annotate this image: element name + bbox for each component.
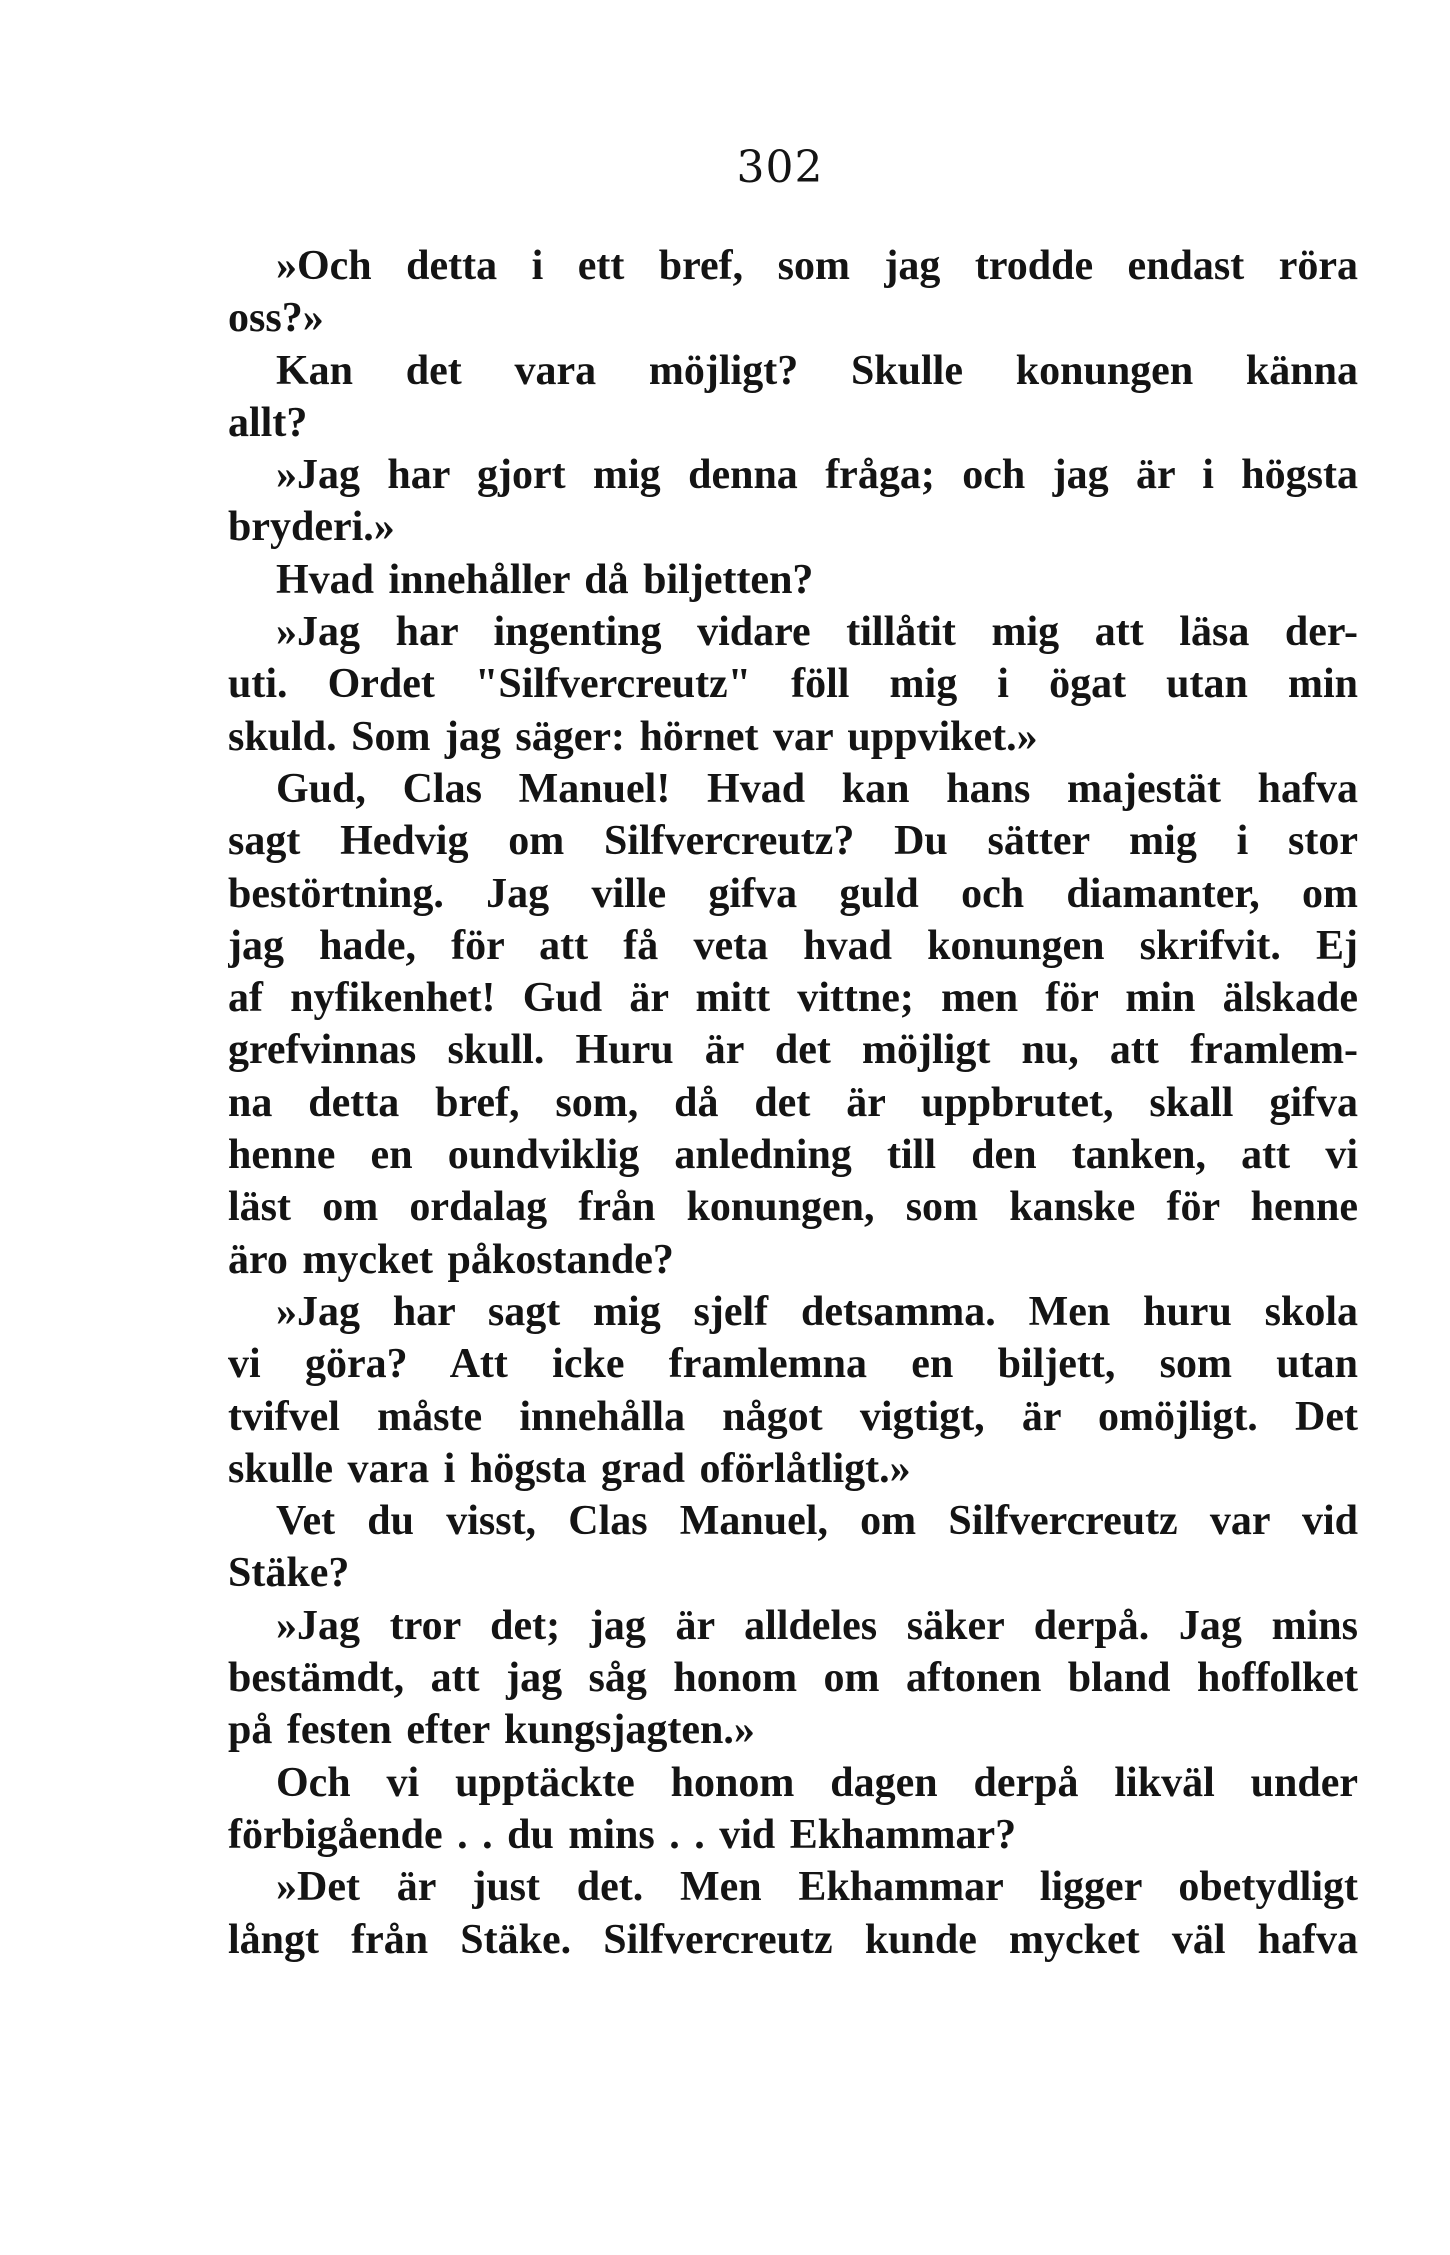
text-line: grefvinnas skull. Huru är det möjligt nu, att framlem-: [228, 1027, 1358, 1074]
text-line: Stäke?: [228, 1550, 350, 1597]
text-line: allt?: [228, 399, 308, 446]
text-line: läst om ordalag från konungen, som kanske för henne: [228, 1184, 1358, 1231]
text-line: na detta bref, som, då det är uppbrutet, skall gifva: [228, 1079, 1358, 1126]
text-line: »Och detta i ett bref, som jag trodde endast röra: [276, 243, 1358, 289]
text-line: Kan det vara möjligt? Skulle konungen känna: [276, 347, 1358, 394]
text-line: »Det är just det. Men Ekhammar ligger obetydligt: [276, 1864, 1358, 1911]
text-line: bestörtning. Jag ville gifva guld och diamanter, om: [228, 870, 1358, 917]
text-line: bryderi.»: [228, 504, 395, 551]
text-line: skuld. Som jag säger: hörnet var uppviket.»: [228, 713, 1038, 760]
text-line: äro mycket påkostande?: [228, 1236, 674, 1283]
text-line: oss?»: [228, 295, 324, 342]
text-line: af nyfikenhet! Gud är mitt vittne; men för min älskade: [228, 975, 1358, 1022]
text-line: Hvad innehåller då biljetten?: [276, 556, 814, 603]
text-line: »Jag tror det; jag är alldeles säker derpå. Jag mins: [276, 1602, 1358, 1649]
text-line: »Jag har sagt mig sjelf detsamma. Men huru skola: [276, 1288, 1358, 1335]
text-line: Och vi upptäckte honom dagen derpå likväl under: [276, 1759, 1358, 1806]
text-line: henne en oundviklig anledning till den tanken, att vi: [228, 1132, 1358, 1179]
text-line: långt från Stäke. Silfvercreutz kunde mycket väl hafva: [228, 1916, 1358, 1963]
body-text: [228, 240, 1358, 1966]
text-line: Gud, Clas Manuel! Hvad kan hans majestät hafva: [276, 765, 1358, 812]
text-line: uti. Ordet "Silfvercreutz" föll mig i ögat utan min: [228, 661, 1358, 708]
page-number: 302: [736, 142, 824, 193]
text-line: vi göra? Att icke framlemna en biljett, som utan: [228, 1341, 1358, 1388]
text-line: »Jag har gjort mig denna fråga; och jag är i högsta: [276, 452, 1358, 499]
text-line: på festen efter kungsjagten.»: [228, 1707, 755, 1754]
text-line: skulle vara i högsta grad oförlåtligt.»: [228, 1445, 911, 1492]
text-line: bestämdt, att jag såg honom om aftonen bland hoffolket: [228, 1655, 1358, 1702]
text-line: jag hade, för att få veta hvad konungen skrifvit. Ej: [228, 922, 1358, 969]
text-line: förbigående . . du mins . . vid Ekhammar?: [228, 1811, 1017, 1858]
text-line: Vet du visst, Clas Manuel, om Silfvercreutz var vid: [276, 1498, 1358, 1545]
text-line: »Jag har ingenting vidare tillåtit mig att läsa der-: [276, 609, 1358, 656]
text-line: sagt Hedvig om Silfvercreutz? Du sätter mig i stor: [228, 818, 1358, 865]
text-line: tvifvel måste innehålla något vigtigt, är omöjligt. Det: [228, 1393, 1358, 1440]
